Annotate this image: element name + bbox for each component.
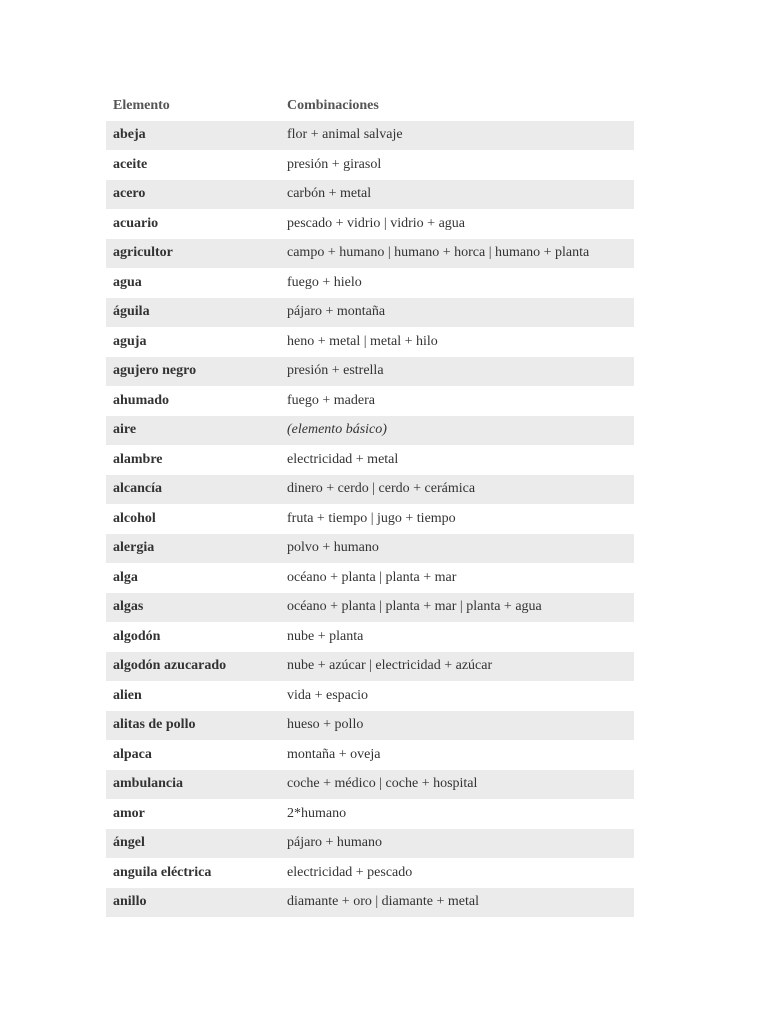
combinations-cell: heno + metal | metal + hilo [280,327,634,357]
document-page [106,91,634,917]
element-name-cell: ahumado [106,386,280,416]
combinations-cell: vida + espacio [280,681,634,711]
table-row [106,563,634,593]
element-name-cell: agujero negro [106,357,280,387]
element-name-cell: anillo [106,888,280,918]
element-name-cell: algas [106,593,280,623]
combinations-cell: electricidad + metal [280,445,634,475]
table-row [106,888,634,918]
combinations-cell: (elemento básico) [280,416,634,446]
table-row [106,209,634,239]
combinations-cell: fuego + hielo [280,268,634,298]
column-header-combinaciones: Combinaciones [287,97,379,113]
element-name-cell: águila [106,298,280,328]
element-name-cell: acuario [106,209,280,239]
table-row [106,150,634,180]
combinations-cell: pájaro + humano [280,829,634,859]
combinations-cell: océano + planta | planta + mar [280,563,634,593]
table-row [106,357,634,387]
table-row [106,327,634,357]
table-row [106,858,634,888]
table-row [106,711,634,741]
table-row [106,534,634,564]
combinations-cell: hueso + pollo [280,711,634,741]
table-row [106,770,634,800]
combinations-cell: pájaro + montaña [280,298,634,328]
combinations-cell: presión + estrella [280,357,634,387]
element-name-cell: aceite [106,150,280,180]
combinations-table [106,91,634,917]
element-name-cell: ángel [106,829,280,859]
table-row [106,298,634,328]
element-name-cell: alien [106,681,280,711]
combinations-cell: diamante + oro | diamante + metal [280,888,634,918]
combinations-cell: coche + médico | coche + hospital [280,770,634,800]
element-name-cell: agricultor [106,239,280,269]
table-row [106,799,634,829]
column-header-elemento: Elemento [113,97,170,113]
combinations-cell: dinero + cerdo | cerdo + cerámica [280,475,634,505]
table-row [106,239,634,269]
table-row [106,475,634,505]
element-name-cell: alitas de pollo [106,711,280,741]
element-name-cell: ambulancia [106,770,280,800]
header-row [106,91,634,121]
combinations-cell: campo + humano | humano + horca | humano + planta [280,239,634,269]
table-row [106,829,634,859]
table-body [106,121,634,918]
element-name-cell: aire [106,416,280,446]
element-name-cell: alergia [106,534,280,564]
combinations-cell: electricidad + pescado [280,858,634,888]
element-name-cell: abeja [106,121,280,151]
table-row [106,652,634,682]
element-name-cell: algodón [106,622,280,652]
combinations-cell: pescado + vidrio | vidrio + agua [280,209,634,239]
table-row [106,681,634,711]
combinations-cell: 2*humano [280,799,634,829]
element-name-cell: anguila eléctrica [106,858,280,888]
element-name-cell: acero [106,180,280,210]
table-row [106,416,634,446]
table-row [106,121,634,151]
element-name-cell: aguja [106,327,280,357]
combinations-cell: presión + girasol [280,150,634,180]
table-row [106,180,634,210]
combinations-cell: fuego + madera [280,386,634,416]
element-name-cell: alpaca [106,740,280,770]
element-name-cell: amor [106,799,280,829]
combinations-cell: océano + planta | planta + mar | planta + agua [280,593,634,623]
table-row [106,268,634,298]
element-name-cell: alambre [106,445,280,475]
element-name-cell: alga [106,563,280,593]
combinations-cell: fruta + tiempo | jugo + tiempo [280,504,634,534]
table-row [106,740,634,770]
combinations-cell: nube + planta [280,622,634,652]
element-name-cell: algodón azucarado [106,652,280,682]
element-name-cell: alcohol [106,504,280,534]
element-name-cell: agua [106,268,280,298]
element-name-cell: alcancía [106,475,280,505]
table-row [106,504,634,534]
combinations-cell: nube + azúcar | electricidad + azúcar [280,652,634,682]
table-row [106,445,634,475]
combinations-cell: montaña + oveja [280,740,634,770]
combinations-cell: polvo + humano [280,534,634,564]
table-row [106,386,634,416]
table-header [106,91,634,121]
combinations-cell: carbón + metal [280,180,634,210]
combinations-cell: flor + animal salvaje [280,121,634,151]
table-row [106,593,634,623]
table-row [106,622,634,652]
